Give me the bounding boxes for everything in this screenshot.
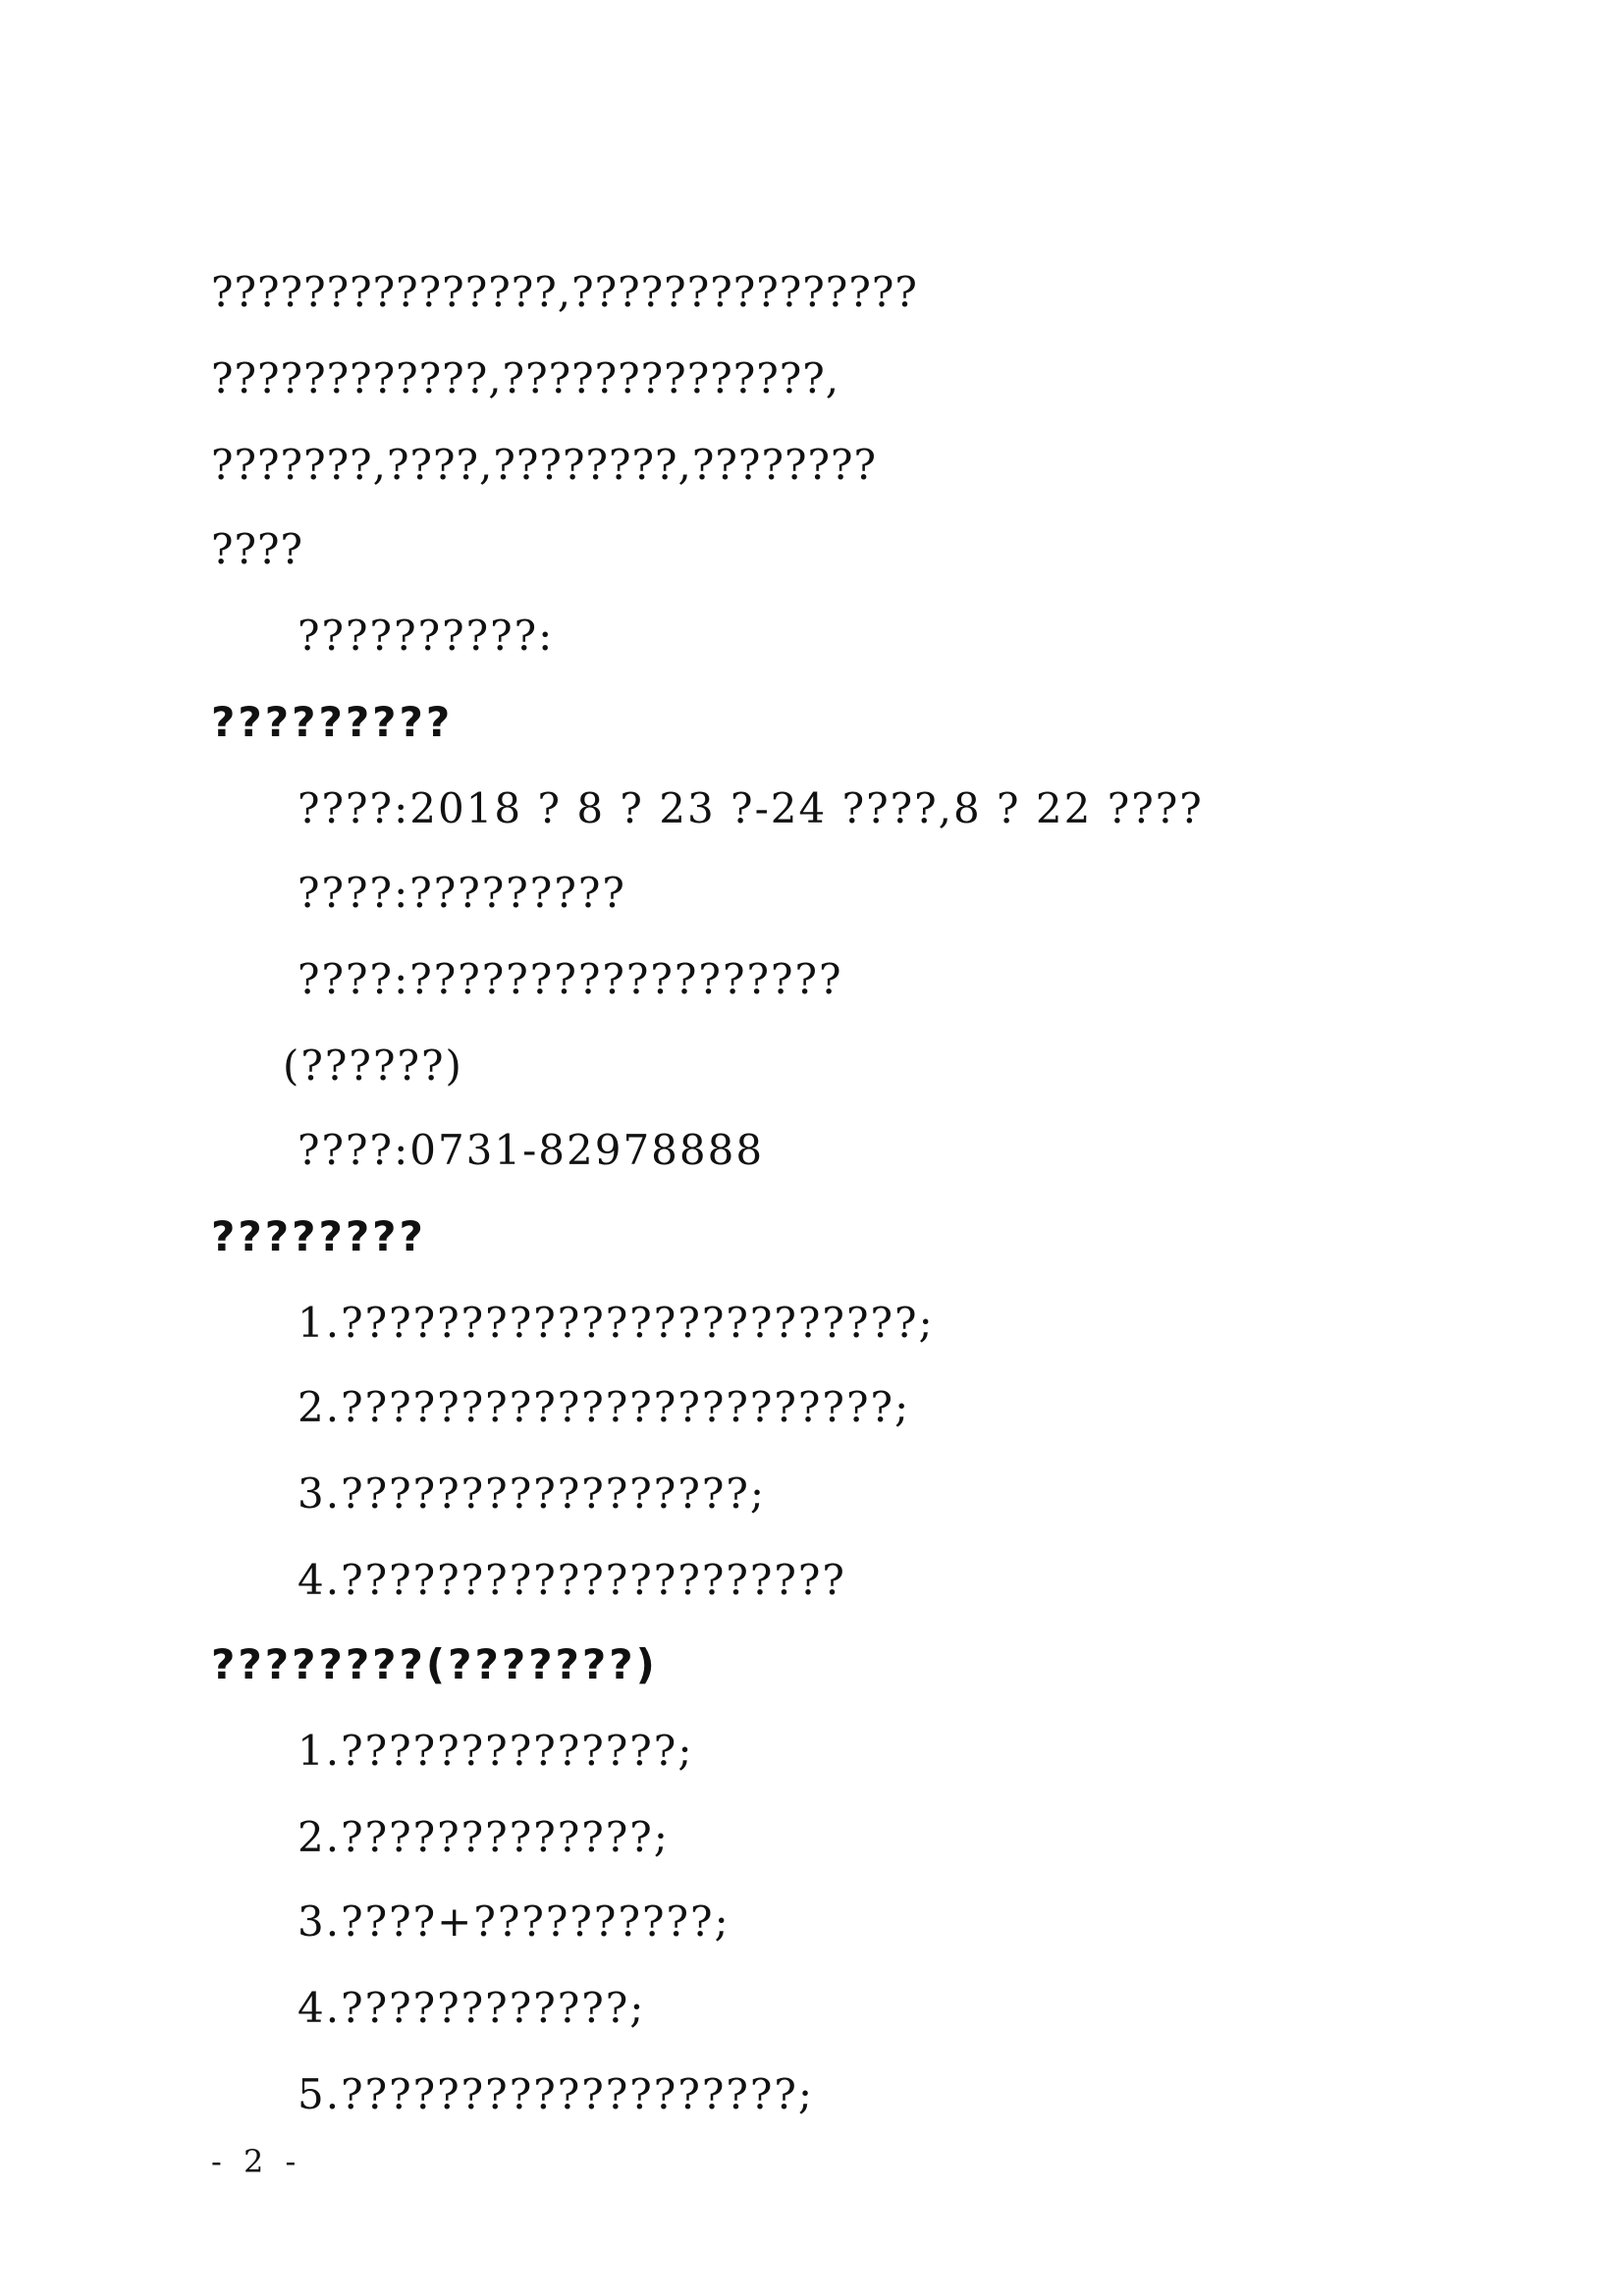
hotel-phone: ????:0731-82978888 xyxy=(298,1126,765,1174)
intro-line-1: ???????????????,??????????????? xyxy=(211,268,918,316)
meeting-time: ????:2018 ? 8 ? 23 ?-24 ????,8 ? 22 ???? xyxy=(298,784,1204,832)
hotel-address: ????:?????????????????? xyxy=(298,955,843,1003)
section-2-heading: ???????? xyxy=(211,1212,426,1260)
section-1-heading: ????????? xyxy=(211,698,454,746)
intro-line-4: ???? xyxy=(211,525,304,573)
section-3-item-5: 5.???????????????????; xyxy=(298,2070,815,2118)
section-2-item-3: 3.?????????????????; xyxy=(298,1469,767,1518)
notice-text: ??????????: xyxy=(298,612,555,660)
section-3-item-4: 4.????????????; xyxy=(298,1984,646,2032)
hotel-address-note: (??????) xyxy=(283,1041,463,1090)
meeting-place: ????:????????? xyxy=(298,869,626,917)
page-number: - 2 - xyxy=(211,2143,302,2180)
section-3-item-1: 1.??????????????; xyxy=(298,1727,694,1775)
section-2-item-1: 1.????????????????????????; xyxy=(298,1299,935,1347)
section-2-item-2: 2.???????????????????????; xyxy=(298,1383,911,1431)
section-3-item-3: 3.????+??????????; xyxy=(298,1897,731,1946)
section-3-heading: ????????(???????) xyxy=(211,1640,658,1688)
intro-line-2: ????????????,??????????????, xyxy=(211,354,840,402)
section-3-item-2: 2.?????????????; xyxy=(298,1813,670,1861)
section-2-item-4: 4.????????????????????? xyxy=(298,1556,846,1604)
intro-line-3: ???????,????,????????,???????? xyxy=(211,441,878,489)
